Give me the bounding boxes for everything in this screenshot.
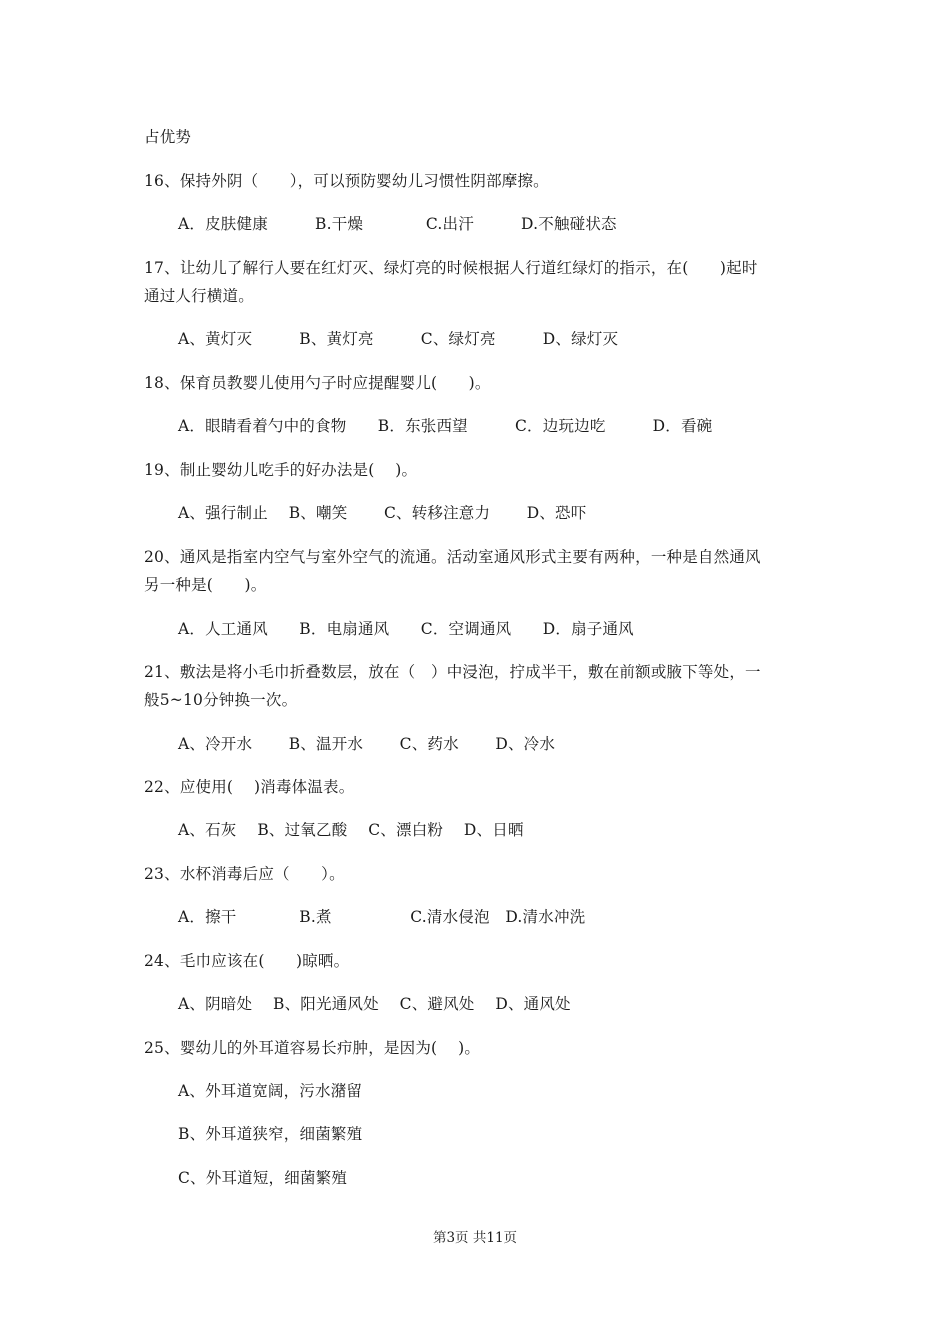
question-23-stem: 23、水杯消毒后应（ ）。 <box>144 865 345 883</box>
question-21-stem-line1: 21、敷法是将小毛巾折叠数层，放在（ ）中浸泡，拧成半干，敷在前额或腋下等处，一 <box>144 663 761 681</box>
question-18-options: A．眼睛看着勺中的食物 B．东张西望 C．边玩边吃 D．看碗 <box>178 417 713 435</box>
question-21-stem-line2: 般5~10分钟换一次。 <box>144 691 298 709</box>
question-20-stem-line1: 20、通风是指室内空气与室外空气的流通。活动室通风形式主要有两种，一种是自然通风 <box>144 548 761 566</box>
question-23-options: A．擦干 B.煮 C.清水侵泡 D.清水冲洗 <box>178 908 586 926</box>
question-21-options: A、冷开水 B、温开水 C、药水 D、冷水 <box>178 735 556 753</box>
question-20-stem-line2: 另一种是( )。 <box>144 576 267 594</box>
question-17-options: A、黄灯灭 B、黄灯亮 C、绿灯亮 D、绿灯灭 <box>178 330 619 348</box>
question-24-stem: 24、毛巾应该在( )晾晒。 <box>144 952 350 970</box>
page-footer: 第3页 共11页 <box>432 1230 518 1246</box>
question-25-option-b: B、外耳道狭窄，细菌繁殖 <box>178 1125 363 1143</box>
continued-text: 占优势 <box>144 128 192 146</box>
question-16-stem: 16、保持外阴（ ），可以预防婴幼儿习惯性阴部摩擦。 <box>144 172 549 190</box>
question-22-options: A、石灰 B、过氧乙酸 C、漂白粉 D、日晒 <box>178 821 524 839</box>
question-16-options: A．皮肤健康 B.干燥 C.出汗 D.不触碰状态 <box>178 215 617 233</box>
question-25-stem: 25、婴幼儿的外耳道容易长疖肿，是因为( )。 <box>144 1039 481 1057</box>
question-20-options: A．人工通风 B．电扇通风 C．空调通风 D．扇子通风 <box>178 620 634 638</box>
question-24-options: A、阴暗处 B、阳光通风处 C、避风处 D、通风处 <box>178 995 571 1013</box>
question-17-stem-line1: 17、让幼儿了解行人要在红灯灭、绿灯亮的时候根据人行道红绿灯的指示，在( )起时 <box>144 259 758 277</box>
question-25-option-c: C、外耳道短，细菌繁殖 <box>178 1169 348 1187</box>
question-19-options: A、强行制止 B、嘲笑 C、转移注意力 D、恐吓 <box>178 504 587 522</box>
question-17-stem-line2: 通过人行横道。 <box>144 287 254 305</box>
question-25-option-a: A、外耳道宽阔，污水潴留 <box>178 1082 363 1100</box>
question-18-stem: 18、保育员教婴儿使用勺子时应提醒婴儿( )。 <box>144 374 491 392</box>
question-22-stem: 22、应使用( )消毒体温表。 <box>144 778 355 796</box>
question-19-stem: 19、制止婴幼儿吃手的好办法是( )。 <box>144 461 418 479</box>
